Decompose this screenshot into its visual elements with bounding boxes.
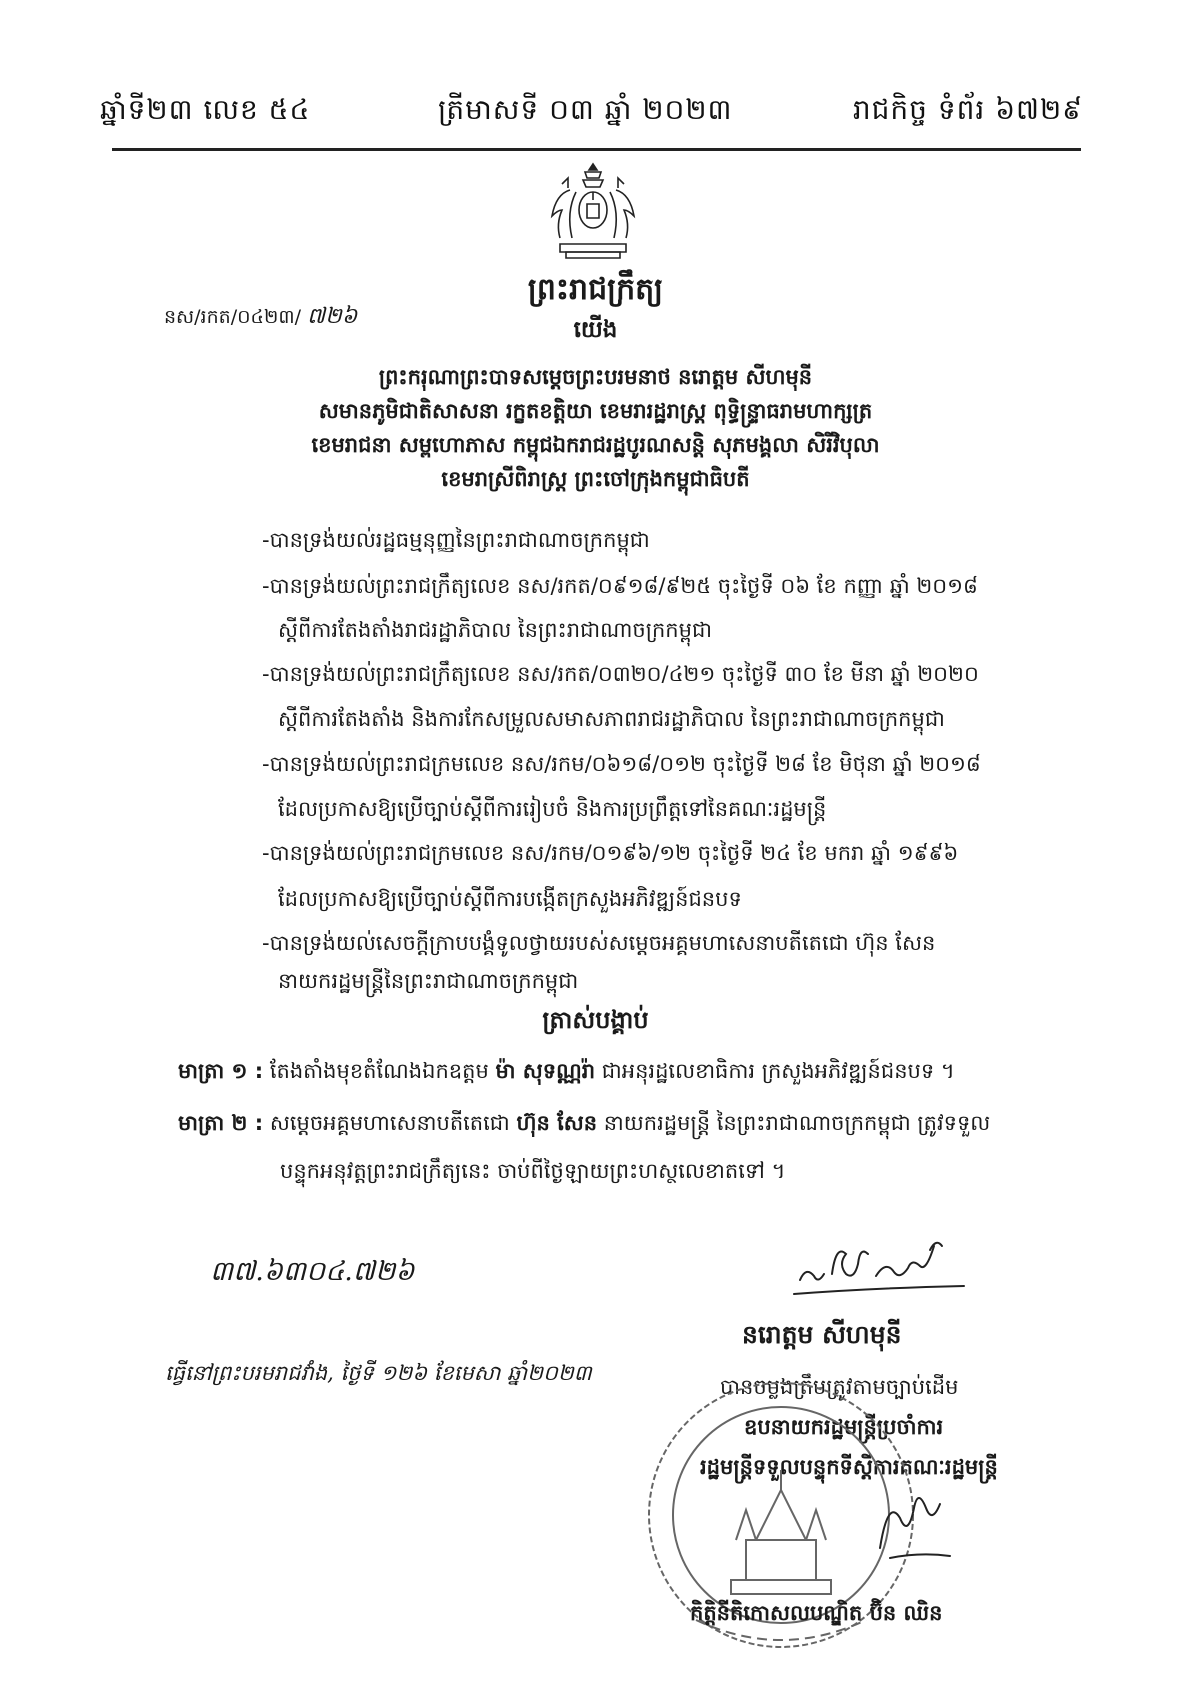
signer-name: នរោត្តម សីហមុនី [742,1320,902,1349]
recital-line: -បានទ្រង់យល់ព្រះរាជក្រឹត្យលេខ នស/រកត/០៩១៨/៩២៥ ចុះថ្ងៃទី ០៦ ខែ កញ្ញា ឆ្នាំ ២០១៨ [262,574,978,598]
article-label: មាត្រា ២ : [178,1111,264,1135]
reference-handwritten: ៧២៦ [307,304,358,329]
king-title-line: ព្រះករុណាព្រះបាទសម្តេចព្រះបរមនាថ នរោត្តម សីហមុនី [378,365,813,389]
recital-line: នាយករដ្ឋមន្ត្រីនៃព្រះរាជាណាចក្រកម្ពុជា [278,969,579,993]
certified-copy-line: បានចម្លងត្រឹមត្រូវតាមច្បាប់ដើម [720,1375,959,1399]
gazette-quarter: ត្រីមាសទី ០៣ ឆ្នាំ ២០២៣ [438,93,733,126]
article-2 [178,1110,990,1141]
gazette-page-number: រាជកិច្ច ទំព័រ ៦៧២៩ [852,93,1083,126]
article-text: បន្ទុកអនុវត្តព្រះរាជក្រឹត្យនេះ ចាប់ពីថ្ងៃឡាយព្រះហស្ថលេខាតទៅ ។ [280,1159,786,1183]
decree-title: ព្រះរាជក្រឹត្យ [527,272,664,307]
decree-heading: ត្រាស់បង្គាប់ [542,1006,649,1034]
gazette-year-issue: ឆ្នាំទី២៣ លេខ ៥៤ [100,93,311,126]
recital-line: ស្តីពីការតែងតាំង និងការកែសម្រួលសមាសភាពរាជរដ្ឋាភិបាល នៃព្រះរាជាណាចក្រកម្ពុជា [278,707,945,731]
header-rule [112,148,1081,151]
article-text: សម្តេចអគ្គមហាសេនាបតីតេជោ [269,1111,517,1135]
article-label: មាត្រា ១ : [178,1059,264,1083]
appointee-name: ម៉ា សុទណ្ណរ៉ា [495,1059,596,1083]
recital-line: ដែលប្រកាសឱ្យប្រើច្បាប់ស្តីពីការបង្កើតក្រសួងអភិវឌ្ឍន៍ជនបទ [278,887,742,911]
minister-name: កិត្តិនីតិកោសលបណ្ឌិត ប៊ិន ឈិន [690,1601,943,1625]
recital-line: -បានទ្រង់យល់សេចក្តីក្រាបបង្គំទូលថ្វាយរបស់សម្តេចអគ្គមហាសេនាបតីតេជោ ហ៊ុន សែន [262,931,936,955]
recital-line: -បានទ្រង់យល់ព្រះរាជក្រមលេខ នស/រកម/០៦១៨/០១២ ចុះថ្ងៃទី ២៨ ខែ មិថុនា ឆ្នាំ ២០១៨ [262,752,981,776]
reference-printed: នស/រកត/០៤២៣/ [164,306,302,328]
king-title-line: ខេមរាជនា សម្ពហោភាស កម្ពុជឯករាជរដ្ឋបូរណសន្តិ សុភមង្គលា សិរីវិបុលា [311,433,880,457]
prime-minister-name: ហ៊ុន សែន [516,1111,598,1135]
recital-line: ដែលប្រកាសឱ្យប្រើច្បាប់ស្តីពីការរៀបចំ និងការប្រព្រឹត្តទៅនៃគណៈរដ្ឋមន្ត្រី [278,797,827,821]
recital-line: -បានទ្រង់យល់រដ្ឋធម្មនុញ្ញនៃព្រះរាជាណាចក្រកម្ពុជា [262,528,650,552]
recital-line: -បានទ្រង់យល់ព្រះរាជក្រមលេខ នស/រកម/០១៩៦/១២ ចុះថ្ងៃទី ២៤ ខែ មករា ឆ្នាំ ១៩៩៦ [262,841,959,865]
king-title-line: ខេមរាស្រីពិរាស្ត្រ ព្រះចៅក្រុងកម្ពុជាធិបតី [441,467,750,491]
article-text: តែងតាំងមុខតំណែងឯកឧត្តម [269,1059,496,1083]
minister-signature [870,1478,960,1578]
minister-in-charge-line: រដ្ឋមន្ត្រីទទួលបន្ទុកទីស្តីការគណៈរដ្ឋមន្ត្រី [700,1455,998,1479]
article-2-continued [280,1158,785,1189]
article-text: ជាអនុរដ្ឋលេខាធិការ ក្រសួងអភិវឌ្ឍន៍ជនបទ ។ [595,1059,955,1083]
recital-line: ស្តីពីការតែងតាំងរាជរដ្ឋាភិបាល នៃព្រះរាជាណាចក្រកម្ពុជា [278,618,712,642]
deputy-prime-minister-line: ឧបនាយករដ្ឋមន្ត្រីប្រចាំការ [744,1415,944,1439]
royal-signature [780,1220,980,1310]
we-heading: យើង [573,317,618,343]
place-and-date: ធ្វើនៅព្រះបរមរាជវាំង, ថ្ងៃទី ១២៦ ខែមេសា ឆ្នាំ២០២៣ [165,1361,592,1385]
handwritten-registration: ៣៧.៦៣០៤.៧២៦ [210,1256,415,1287]
royal-emblem-icon [540,162,646,262]
king-title-line: សមានភូមិជាតិសាសនា រក្ខតខត្តិយា ខេមរារដ្ឋរាស្ត្រ ពុទ្ធិន្ទ្រាធរាមហាក្សត្រ [318,399,873,423]
recital-line: -បានទ្រង់យល់ព្រះរាជក្រឹត្យលេខ នស/រកត/០៣២០/៤២១ ចុះថ្ងៃទី ៣០ ខែ មីនា ឆ្នាំ ២០២០ [262,662,979,686]
article-1 [178,1058,955,1089]
article-text: នាយករដ្ឋមន្ត្រី នៃព្រះរាជាណាចក្រកម្ពុជា ត្រូវទទួល [597,1111,991,1135]
